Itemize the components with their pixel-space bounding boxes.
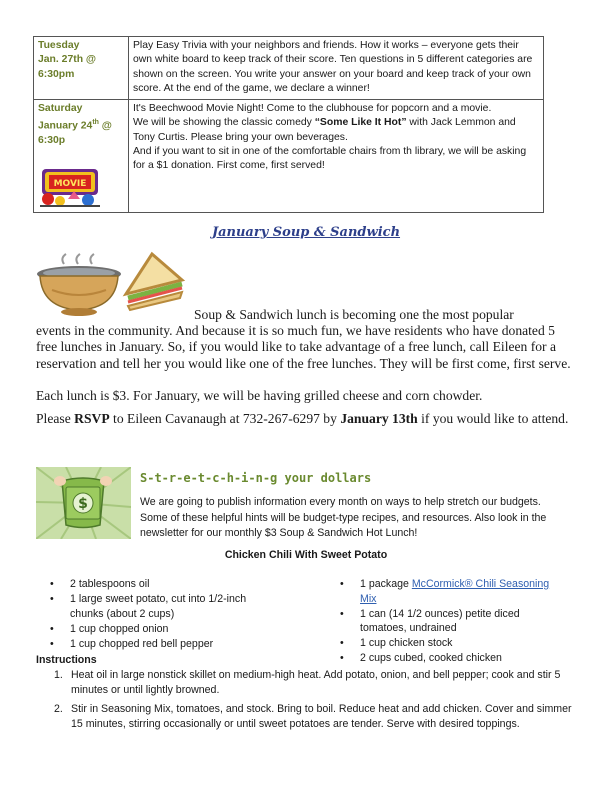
event-time: 6:30pm xyxy=(38,68,75,80)
event-date xyxy=(34,100,129,212)
ingredients-list-right xyxy=(326,577,566,667)
movie-ticket-icon xyxy=(38,159,102,209)
rsvp-deadline: January 13th xyxy=(340,411,418,426)
event-desc-line xyxy=(133,116,539,145)
stretch-section-body: We are going to publish information every month on ways to help stretch our budgets. Some of these helpful hints will be budget-type recipes, and resources. Also look in the newsletter for our monthly $3 Soup & Sandwich Hot Lunch! xyxy=(140,496,547,539)
event-desc-text: We will be showing the classic comedy xyxy=(133,117,315,129)
event-row xyxy=(34,100,544,212)
ingredient-item: • 2 tablespoons oil xyxy=(36,577,316,592)
ingredient-text: 1 package xyxy=(360,578,412,590)
event-date xyxy=(34,37,129,100)
step-text: Heat oil in large nonstick skillet on medium-high heat. Add potato, onion, and bell pepper; cook and stir 5 minutes or until lightly browned. xyxy=(71,669,561,696)
soup-paragraph-lead: Soup & Sandwich lunch is becoming one the most popular xyxy=(194,307,514,322)
events-table xyxy=(33,36,544,213)
step-text: Stir in Seasoning Mix, tomatoes, and stock. Bring to boil. Reduce heat and add chicken. Cover and simmer 15 minutes, stirring occasionally or until sweet potatoes are tender. Serve with desired toppings. xyxy=(71,703,572,730)
soup-section-title: January Soup & Sandwich xyxy=(211,225,401,240)
rsvp-label: RSVP xyxy=(74,411,110,426)
instructions-heading: Instructions xyxy=(36,654,97,666)
event-date-at: @ xyxy=(98,120,112,132)
movie-title: “Some Like It Hot” xyxy=(314,117,407,129)
event-date-line: Jan. 27th @ xyxy=(38,54,97,66)
event-date-line xyxy=(38,116,124,134)
ingredient-item: • 1 cup chopped onion xyxy=(36,622,316,637)
event-desc-text: with Jack Lemmon and Tony Curtis. Please bring your own beverages. xyxy=(133,117,516,143)
rsvp-text: if you would like to attend. xyxy=(417,411,569,426)
event-date-text: January 24 xyxy=(38,120,93,132)
svg-text:$: $ xyxy=(78,496,88,512)
chili-seasoning-link[interactable]: McCormick® Chili Seasoning Mix xyxy=(360,578,550,605)
ingredient-item: • 1 cup chicken stock xyxy=(326,636,566,651)
instruction-step xyxy=(36,702,576,732)
ingredient-item xyxy=(326,577,566,606)
event-description: Play Easy Trivia with your neighbors and friends. How it works – everyone gets their own white board to keep track of their score. Ten questions in 5 different categories are shown on the screen. You write your answer on your board and keep track of your own score. At the end of the game, we declare a winner! xyxy=(129,37,544,100)
step-number: 2. xyxy=(54,703,63,715)
event-day: Saturday xyxy=(38,103,83,115)
event-date-suffix: th xyxy=(92,119,99,127)
dollar-bill-icon xyxy=(36,467,131,539)
event-desc-line: And if you want to sit in one of the comfortable chairs from th library, we will be asking for a $1 donation. First come, first served! xyxy=(133,146,527,172)
ingredient-item: • 1 can (14 1/2 ounces) petite diced tomatoes, undrained xyxy=(326,607,566,636)
recipe-title: Chicken Chili With Sweet Potato xyxy=(224,549,388,561)
step-number: 1. xyxy=(54,669,63,681)
event-row xyxy=(34,37,544,100)
stretch-section-title: S-t-r-e-t-c-h-i-n-g your dollars xyxy=(140,471,372,485)
instructions-list xyxy=(36,668,576,736)
event-time: 6:30p xyxy=(38,135,66,147)
ingredient-item: • 2 cups cubed, cooked chicken xyxy=(326,651,566,666)
soup-paragraph-body: events in the community. And because it is so much fun, we have residents who have donated 5 free lunches in January. So, if you would like to take advantage of a free lunch, call Eileen for a reservation and tell her you would like one of the free lunches. They will be first come, first serve. xyxy=(36,323,571,371)
event-day: Tuesday xyxy=(38,40,80,51)
soup-paragraph xyxy=(36,307,576,372)
ingredient-item: • 1 large sweet potato, cut into 1/2-inch chunks (about 2 cups) xyxy=(36,592,316,621)
rsvp-text: to Eileen Cavanaugh at 732-267-6297 by xyxy=(109,411,341,426)
event-desc-line: It's Beechwood Movie Night! Come to the clubhouse for popcorn and a movie. xyxy=(133,103,492,115)
sandwich-icon xyxy=(118,250,188,312)
soup-price-paragraph: Each lunch is $3. For January, we will be having grilled cheese and corn chowder. xyxy=(36,388,483,403)
event-description xyxy=(129,100,544,212)
svg-text:MOVIE: MOVIE xyxy=(53,178,87,189)
ingredient-item: • 1 cup chopped red bell pepper xyxy=(36,637,316,652)
soup-rsvp-paragraph xyxy=(36,411,576,427)
rsvp-text: Please xyxy=(36,411,75,426)
ingredients-list-left xyxy=(36,577,316,652)
instruction-step xyxy=(36,668,576,698)
